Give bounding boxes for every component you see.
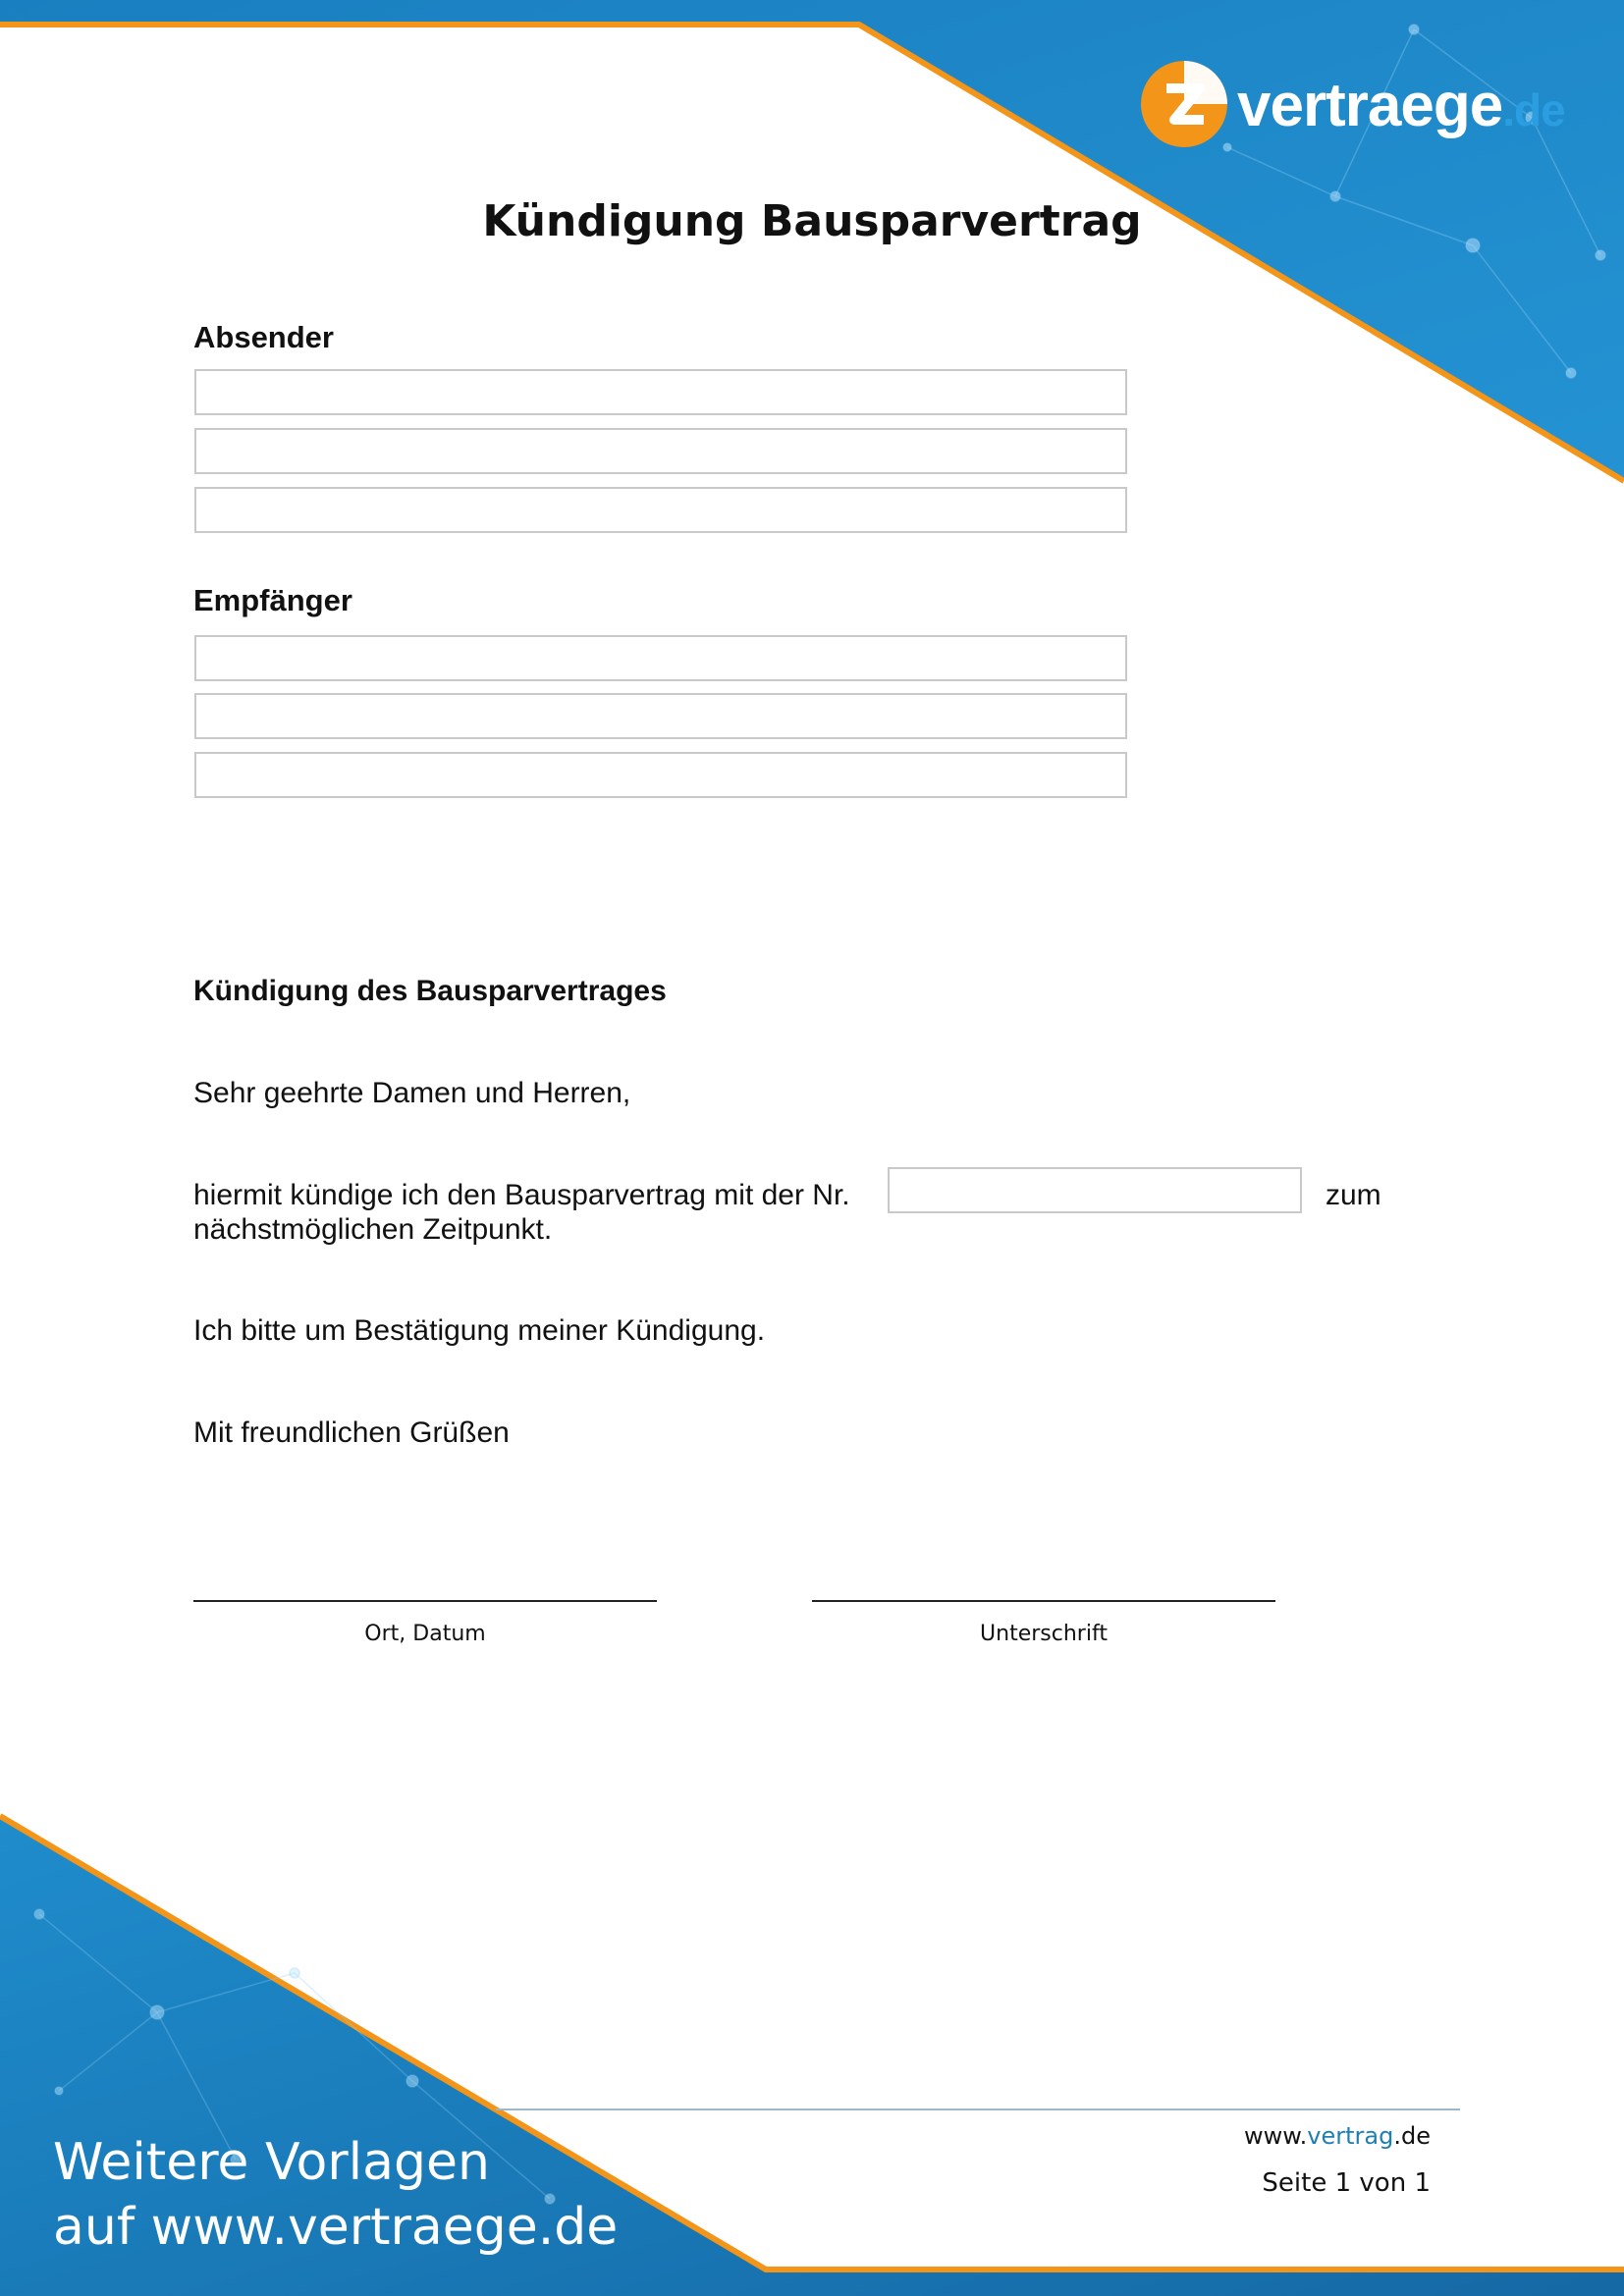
body-text-line-2: nächstmöglichen Zeitpunkt. bbox=[193, 1213, 553, 1246]
sender-line-1-field[interactable] bbox=[194, 369, 1127, 415]
recipient-line-3-field[interactable] bbox=[194, 752, 1127, 798]
promo-line-2: auf www.vertraege.de bbox=[53, 2198, 619, 2257]
page-number: Seite 1 von 1 bbox=[1262, 2168, 1431, 2198]
body-text-after-field: zum bbox=[1326, 1179, 1381, 1211]
footer-divider bbox=[496, 2109, 1460, 2110]
logo-mark-icon bbox=[1139, 59, 1229, 149]
sender-label: Absender bbox=[193, 320, 334, 354]
confirmation-request: Ich bitte um Bestätigung meiner Kündigung. bbox=[193, 1314, 766, 1347]
contract-number-field[interactable] bbox=[888, 1167, 1302, 1213]
footer-url-prefix: www. bbox=[1243, 2122, 1308, 2150]
promo-line-1: Weitere Vorlagen bbox=[53, 2133, 490, 2192]
recipient-line-2-field[interactable] bbox=[194, 693, 1127, 739]
footer-url-accent: vertrag bbox=[1307, 2122, 1394, 2150]
recipient-line-1-field[interactable] bbox=[194, 635, 1127, 681]
body-text-before-field: hiermit kündige ich den Bausparvertrag mit der Nr. bbox=[193, 1179, 850, 1211]
place-date-caption: Ort, Datum bbox=[364, 1622, 486, 1646]
signature-line bbox=[812, 1600, 1275, 1602]
logo-wordmark bbox=[1237, 71, 1565, 140]
salutation: Sehr geehrte Damen und Herren, bbox=[193, 1077, 631, 1109]
logo-name: vertraege bbox=[1237, 72, 1503, 139]
footer-website bbox=[1080, 2122, 1431, 2150]
footer-url-suffix: .de bbox=[1393, 2122, 1431, 2150]
sender-line-2-field[interactable] bbox=[194, 428, 1127, 474]
sender-line-3-field[interactable] bbox=[194, 487, 1127, 533]
logo-tld: .de bbox=[1502, 84, 1565, 135]
promo-text bbox=[53, 2130, 618, 2260]
document-title: Kündigung Bausparvertrag bbox=[482, 196, 1142, 246]
place-date-signature-line bbox=[193, 1600, 657, 1602]
closing-phrase: Mit freundlichen Grüßen bbox=[193, 1416, 510, 1449]
subject-line: Kündigung des Bausparvertrages bbox=[193, 975, 667, 1007]
signature-caption: Unterschrift bbox=[980, 1622, 1108, 1646]
recipient-label: Empfänger bbox=[193, 583, 352, 617]
